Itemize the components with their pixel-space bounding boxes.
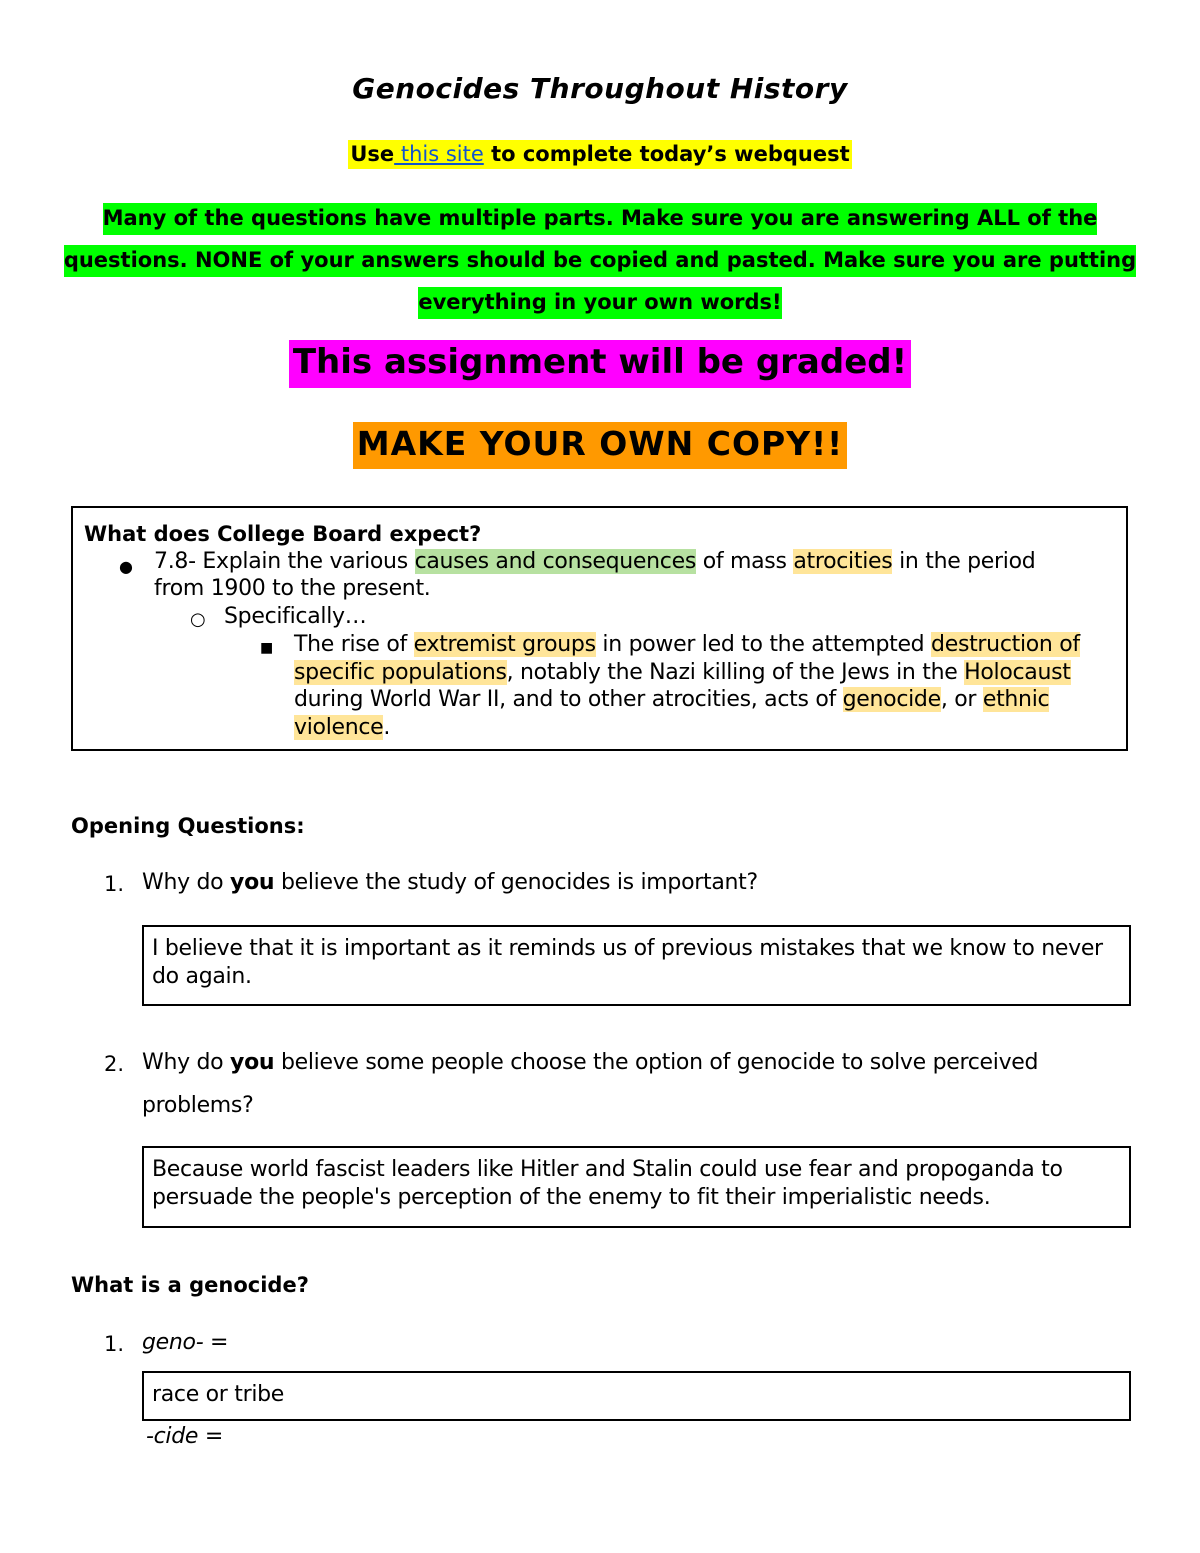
instruction-use-site (0, 142, 1200, 166)
square-bullet-icon: ■ (260, 640, 274, 656)
opening-q1-text: Why do you believe the study of genocides is important? (142, 870, 758, 895)
highlight-genocide: genocide (842, 687, 941, 712)
geno-answer-box[interactable]: race or tribe (142, 1371, 1131, 1421)
specifically-line: Specifically… (224, 604, 367, 629)
opening-questions-heading: Opening Questions: (71, 814, 305, 838)
highlight-atrocities: atrocities (793, 549, 893, 574)
opening-a1-answer-box[interactable]: I believe that it is important as it reminds us of previous mistakes that we know to never do again. (142, 925, 1131, 1006)
opening-q1-number: 1. (104, 872, 125, 896)
what-is-genocide-heading: What is a genocide? (71, 1273, 309, 1297)
opening-q2-number: 2. (104, 1052, 125, 1076)
use-prefix: Use (350, 142, 395, 166)
highlight-causes: causes and consequences (414, 549, 696, 574)
geno-prefix-question: geno- = (142, 1330, 229, 1355)
opening-a2-answer-box[interactable]: Because world fascist leaders like Hitler and Stalin could use fear and propoganda to persuade the people's perception of the enemy to fit their imperialistic needs. (142, 1146, 1131, 1228)
this-site-link[interactable]: this site (394, 142, 484, 166)
use-suffix: to complete today’s webquest (483, 142, 850, 166)
opening-q2-text-line2: problems? (142, 1093, 254, 1118)
document-title: Genocides Throughout History (352, 72, 848, 105)
hollow-circle-bullet-icon: ○ (190, 609, 206, 630)
filled-circle-bullet-icon: ● (119, 557, 133, 576)
detail-line-4: violence. (294, 715, 391, 740)
genocide-q1-number: 1. (104, 1332, 125, 1356)
copy-text: MAKE YOUR OWN COPY!! (353, 422, 847, 469)
college-board-heading: What does College Board expect? (84, 522, 482, 546)
highlight-destruction: destruction of (931, 632, 1080, 657)
highlight-holocaust: Holocaust (964, 660, 1071, 685)
standard-line-1: 7.8- Explain the various causes and consequences of mass atrocities in the period (154, 549, 1036, 574)
yellow-highlight (348, 140, 851, 169)
instructions-line-2: questions. NONE of your answers should be copied and pasted. Make sure you are putting (64, 245, 1136, 277)
instructions-paragraph (0, 197, 1200, 323)
detail-line-2: specific populations, notably the Nazi killing of the Jews in the Holocaust (294, 660, 1071, 685)
detail-line-3: during World War II, and to other atrocities, acts of genocide, or ethnic (294, 687, 1050, 712)
instructions-line-3: everything in your own words! (418, 287, 781, 319)
detail-line-1: The rise of extremist groups in power led to the attempted destruction of (294, 632, 1080, 657)
graded-notice (0, 342, 1200, 382)
copy-notice (0, 424, 1200, 463)
college-board-box (71, 506, 1128, 751)
graded-text: This assignment will be graded! (289, 340, 911, 388)
standard-line-2: from 1900 to the present. (154, 576, 431, 601)
cide-suffix-question: -cide = (146, 1424, 223, 1449)
highlight-violence: violence (294, 715, 384, 740)
opening-q2-text: Why do you believe some people choose the option of genocide to solve perceived (142, 1050, 1039, 1075)
highlight-ethnic: ethnic (982, 687, 1050, 712)
instructions-line-1: Many of the questions have multiple parts. Make sure you are answering ALL of the (103, 203, 1098, 235)
highlight-specific-populations: specific populations (294, 660, 507, 685)
highlight-extremist: extremist groups (413, 632, 596, 657)
